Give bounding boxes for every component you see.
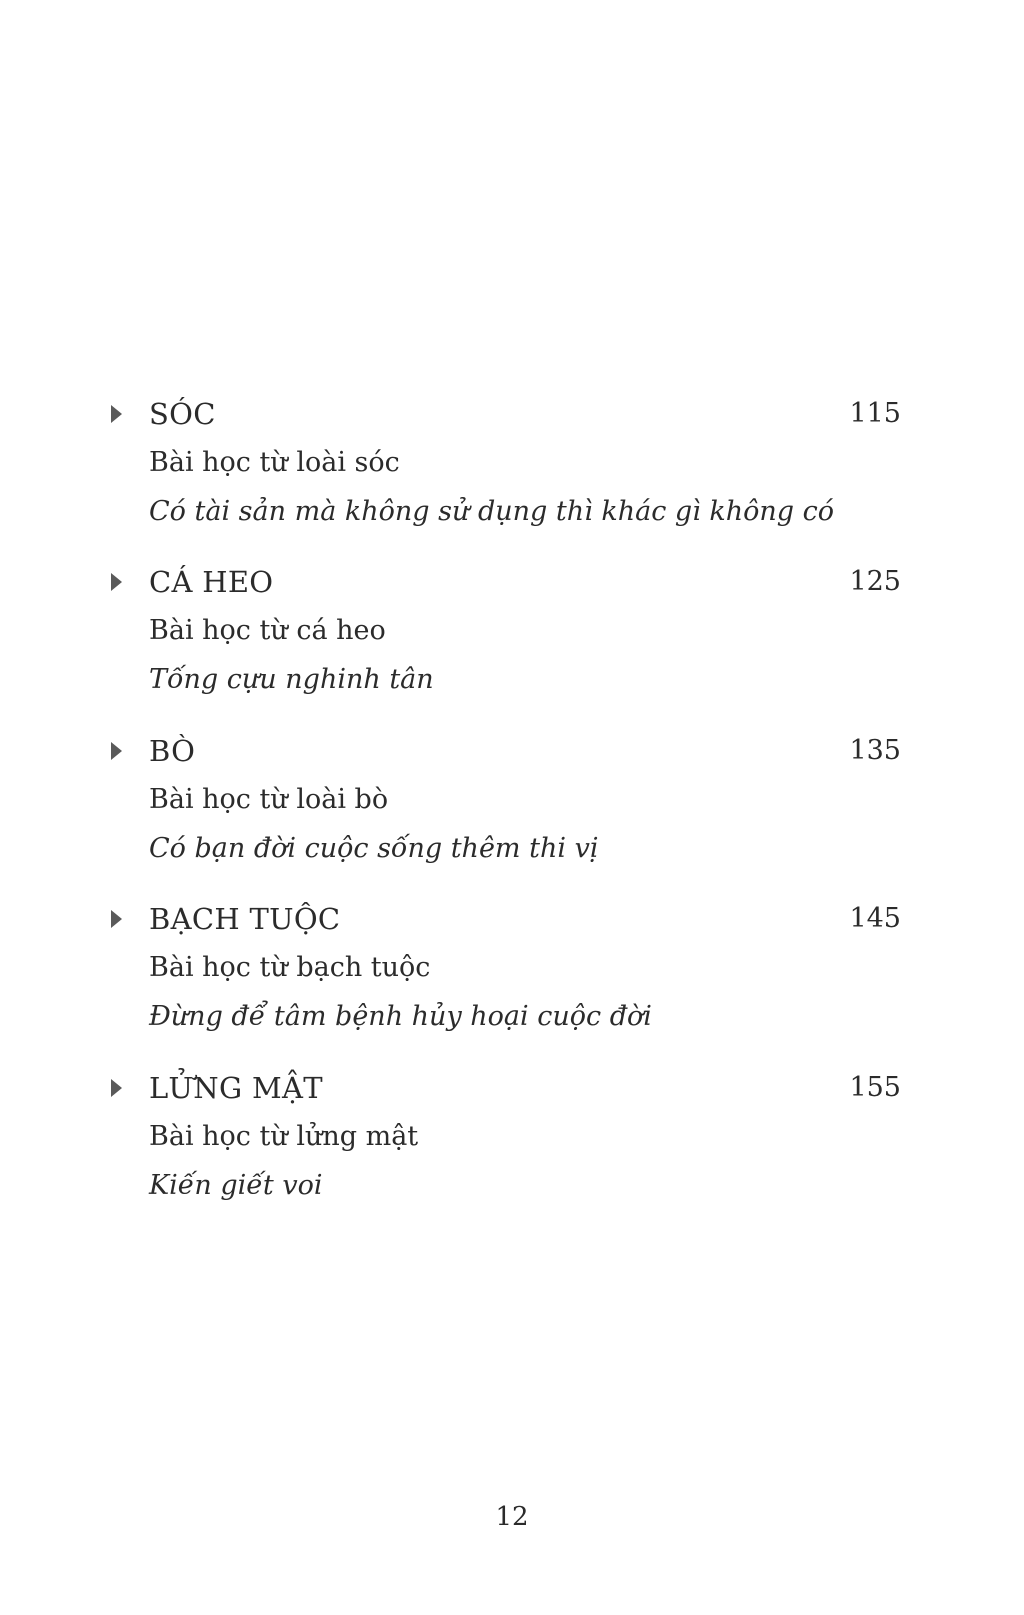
chapter-title: CÁ HEO <box>149 565 274 599</box>
chapter-page-number: 115 <box>849 398 901 429</box>
chapter-quote: Kiến giết voi <box>149 1170 323 1201</box>
chapter-page-number: 145 <box>849 903 901 934</box>
chapter-quote: Đừng để tâm bệnh hủy hoại cuộc đời <box>149 1001 652 1032</box>
toc-entry-soc[interactable] <box>0 395 1024 555</box>
triangle-bullet-icon <box>111 742 122 760</box>
chapter-quote: Có bạn đời cuộc sống thêm thi vị <box>149 833 599 864</box>
chapter-title: BÒ <box>149 734 196 768</box>
chapter-page-number: 155 <box>849 1072 901 1103</box>
chapter-quote: Có tài sản mà không sử dụng thì khác gì không có <box>149 496 835 527</box>
chapter-subtitle: Bài học từ lửng mật <box>149 1121 419 1152</box>
triangle-bullet-icon <box>111 405 122 423</box>
toc-entry-bo[interactable] <box>0 732 1024 892</box>
toc-entry-ca-heo[interactable] <box>0 563 1024 723</box>
chapter-title: LỬNG MẬT <box>149 1071 323 1105</box>
chapter-subtitle: Bài học từ bạch tuộc <box>149 952 431 983</box>
chapter-subtitle: Bài học từ loài bò <box>149 784 389 815</box>
chapter-quote: Tống cựu nghinh tân <box>149 664 434 695</box>
toc-entry-lung-mat[interactable] <box>0 1069 1024 1229</box>
chapter-title: BẠCH TUỘC <box>149 902 341 936</box>
triangle-bullet-icon <box>111 573 122 591</box>
chapter-subtitle: Bài học từ cá heo <box>149 615 386 646</box>
chapter-subtitle: Bài học từ loài sóc <box>149 447 400 478</box>
page-number: 12 <box>495 1502 529 1532</box>
triangle-bullet-icon <box>111 910 122 928</box>
toc-entry-bach-tuoc[interactable] <box>0 900 1024 1060</box>
chapter-title: SÓC <box>149 397 216 431</box>
chapter-page-number: 125 <box>849 566 901 597</box>
chapter-page-number: 135 <box>849 735 901 766</box>
triangle-bullet-icon <box>111 1079 122 1097</box>
